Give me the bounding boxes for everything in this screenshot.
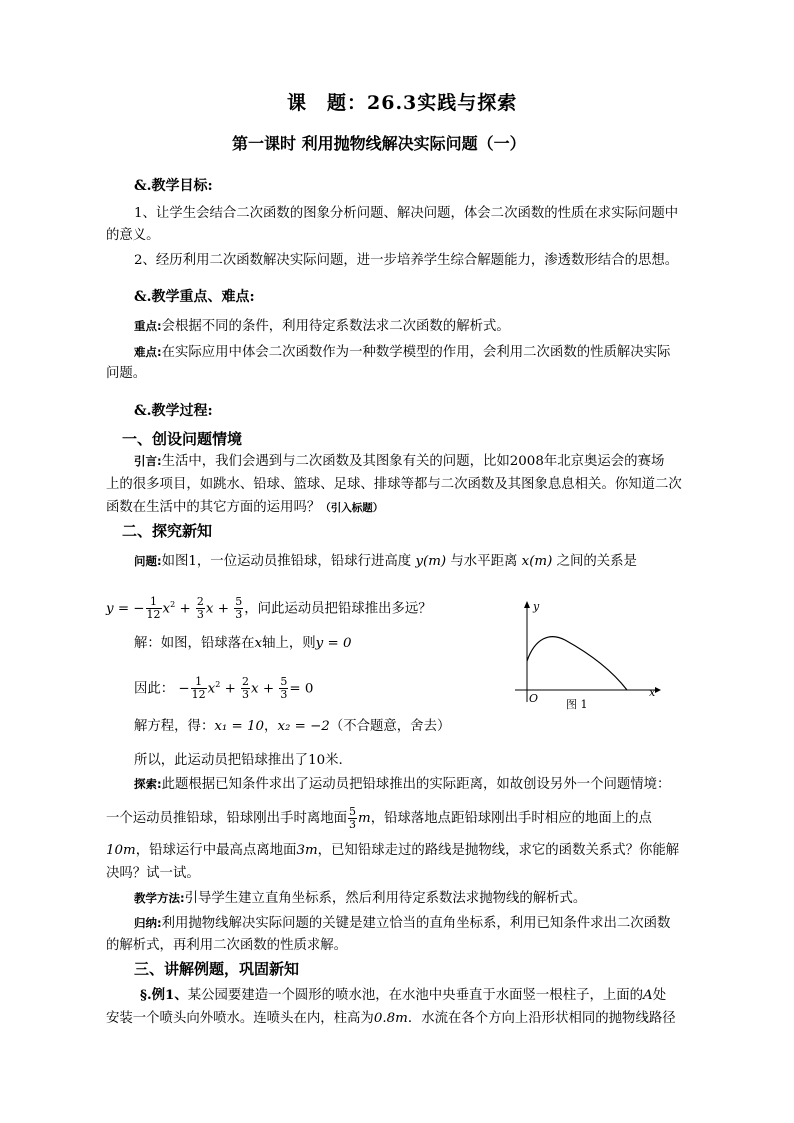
- explore-text-2b: ，铅球落地点距铅球刚出手时相应的地面上的点: [370, 811, 652, 826]
- intro-line3: [106, 497, 383, 519]
- var-x: x: [207, 681, 216, 697]
- explore-line1: [134, 773, 670, 796]
- example-text-1b: 处: [652, 988, 667, 1003]
- y-zero: y = 0: [315, 636, 352, 651]
- frac-5-3: [234, 596, 243, 621]
- example-label: §.例1、: [140, 987, 188, 1003]
- explore-line2: [106, 806, 652, 831]
- intro-line1: [134, 450, 664, 473]
- frac-2-3: [241, 676, 250, 701]
- intro-text-1: 生活中，我们会遇到与二次函数及其图象有关的问题，比如2008年北京奥运会的赛场: [161, 454, 665, 469]
- point-A: A: [643, 988, 653, 1003]
- problem-label: 问题:: [134, 554, 162, 568]
- section-1-heading: 一、创设问题情境: [122, 430, 243, 448]
- height-value: 0.8m: [373, 1011, 408, 1026]
- x-axis-label: x: [649, 686, 656, 699]
- key-text: 会根据不同的条件，利用待定系数法求二次函数的解析式。: [161, 319, 510, 334]
- root-x2: x₂ = −2: [277, 719, 330, 734]
- section-3-heading: 三、讲解例题，巩固新知: [134, 960, 300, 978]
- frac-1-12: [191, 676, 207, 701]
- example-line1: [140, 984, 666, 1007]
- frac-den: 3: [280, 688, 288, 702]
- figure-caption: 图 1: [566, 698, 588, 711]
- origin-label: O: [529, 692, 539, 705]
- var-x: x: [251, 681, 259, 697]
- example-text-2b: ．水流在各个方向上沿形状相同的抛物线路径: [407, 1011, 676, 1026]
- reject-text: （不合题意，舍去）: [329, 719, 451, 734]
- example-text-2a: 安装一个喷头向外喷水。连喷头在内，柱高为: [106, 1011, 374, 1026]
- difficult-text-2: 问题。: [106, 366, 147, 381]
- key-label: 重点:: [134, 319, 162, 333]
- method-label: 教学方法:: [134, 891, 185, 905]
- root-x1: x₁ = 10: [214, 719, 265, 734]
- difficult-label: 难点:: [134, 345, 162, 359]
- difficult-point-line1: [134, 341, 670, 364]
- explore-line4: 决吗？试一试。: [106, 866, 200, 881]
- frac-den: 3: [349, 818, 357, 831]
- objectives-heading: &.教学目标:: [134, 178, 213, 194]
- keypoints-heading: &.教学重点、难点:: [134, 289, 255, 305]
- section-2-heading: 二、探究新知: [122, 522, 213, 540]
- frac-num: 2: [196, 595, 204, 609]
- ten-m: 10m: [106, 843, 136, 858]
- problem-text-c: 之间的关系是: [556, 554, 637, 569]
- solve-text: 解方程，得：: [134, 719, 215, 734]
- frac-1-12: [146, 596, 162, 621]
- frac-den: 3: [242, 688, 250, 702]
- process-heading: &.教学过程:: [134, 403, 213, 419]
- problem-formula-line: y = − $\frac{1}{12}$ $x^2$ + $\frac{2}{3}$ x + $\frac{5}{3}$ ，问此运动员把铅球推出多远？: [106, 595, 432, 622]
- explore-text-3b: ，已知铅球走过的路线是抛物线，求它的函数关系式？你能解: [317, 843, 680, 858]
- solution-text-b: 轴上，则: [262, 636, 316, 651]
- frac-5-3: [348, 806, 357, 831]
- x-axis-arrow: [655, 687, 661, 693]
- frac-num: 5: [349, 805, 357, 818]
- explore-label: 探索:: [134, 777, 162, 791]
- equation-line: 因此： − $\frac{1}{12}$ $x^2$ + $\frac{2}{3}$ x + $\frac{5}{3}$ = 0: [134, 675, 314, 702]
- x-of-m: x(m): [521, 554, 553, 569]
- course-title: 课 题：26.3实践与探索: [287, 92, 518, 114]
- lesson-title: 第一课时 利用抛物线解决实际问题（一）: [232, 134, 526, 153]
- summary-line2: 的解析式，再利用二次函数的性质求解。: [106, 938, 348, 953]
- objective-1-line1: 1、让学生会结合二次函数的图象分析问题、解决问题，体会二次函数的性质在求实际问题中: [134, 206, 679, 221]
- y-axis-arrow: [524, 601, 530, 608]
- problem-text-b: 与水平距离: [450, 554, 518, 569]
- var-x: x: [254, 636, 263, 651]
- frac-den: 12: [191, 688, 206, 702]
- parabola-curve: [527, 637, 627, 690]
- frac-num: 5: [235, 595, 243, 609]
- conclusion-line: 所以，此运动员把铅球推出了10米.: [134, 753, 343, 768]
- y-axis-label: y: [533, 600, 540, 613]
- intro-label: 引言:: [134, 454, 162, 468]
- eq-zero: = 0: [289, 681, 314, 697]
- intro-text-3: 函数在生活中的其它方面的运用吗？: [106, 500, 321, 515]
- therefore-label: 因此：: [134, 681, 175, 697]
- var-x: x: [162, 601, 171, 617]
- y-of-m: y(m): [415, 554, 447, 569]
- explore-line3: [106, 840, 679, 862]
- frac-den: 3: [235, 608, 243, 622]
- method-line: [134, 887, 586, 910]
- example-text-1a: 某公园要建造一个圆形的喷水池，在水池中央垂直于水面竖一根柱子，上面的: [187, 988, 644, 1003]
- frac-num: 5: [280, 675, 288, 689]
- frac-num: 2: [242, 675, 250, 689]
- objective-1-line2: 的意义。: [106, 228, 160, 243]
- frac-den: 12: [146, 608, 161, 622]
- problem-text-2: ，问此运动员把铅球推出多远？: [244, 601, 432, 617]
- problem-line1: [134, 550, 637, 573]
- explore-text-1: 此题根据已知条件求出了运动员把铅球推出的实际距离，如故创设另外一个问题情境：: [161, 777, 671, 792]
- intro-tag: （引入标题）: [320, 502, 384, 514]
- objective-2: 2、经历利用二次函数解决实际问题，进一步培养学生综合解题能力，渗透数形结合的思想。: [134, 253, 679, 268]
- frac-5-3: [279, 676, 288, 701]
- explore-text-2a: 一个运动员推铅球，铅球刚出手时离地面: [106, 811, 348, 826]
- difficult-text-1: 在实际应用中体会二次函数作为一种数学模型的作用，会利用二次函数的性质解决实际: [161, 345, 671, 360]
- problem-text-a: 如图1，一位运动员推铅球，铅球行进高度: [161, 554, 412, 569]
- var-x: x: [205, 601, 214, 617]
- frac-num: 1: [146, 596, 162, 609]
- solve-line: 解方程，得：x₁ = 10，x₂ = −2（不合题意，舍去）: [134, 719, 451, 734]
- frac-2-3: [196, 596, 205, 621]
- summary-line1: [134, 912, 670, 935]
- key-point-line: [134, 315, 510, 338]
- intro-line2: 上的很多项目，如跳水、铅球、篮球、足球、排球等都与二次函数及其图象息息相关。你知道二次: [106, 477, 682, 492]
- unit-m: m: [358, 811, 371, 826]
- method-text: 引导学生建立直角坐标系，然后利用待定系数法求抛物线的解析式。: [184, 891, 587, 906]
- frac-num: 1: [191, 676, 207, 689]
- figure-1: [505, 596, 675, 714]
- formula-y-eq: y = −: [106, 601, 145, 617]
- solution-text: 解：如图，铅球落在: [134, 636, 255, 651]
- solution-line: [134, 633, 351, 655]
- frac-den: 3: [196, 608, 204, 622]
- explore-text-3a: ，铅球运行中最高点离地面: [135, 843, 297, 858]
- three-m: 3m: [296, 843, 318, 858]
- summary-text-1: 利用抛物线解决实际问题的关键是建立恰当的直角坐标系，利用已知条件求出二次函数: [161, 916, 671, 931]
- summary-label: 归纳:: [134, 916, 162, 930]
- example-line2: [106, 1008, 676, 1030]
